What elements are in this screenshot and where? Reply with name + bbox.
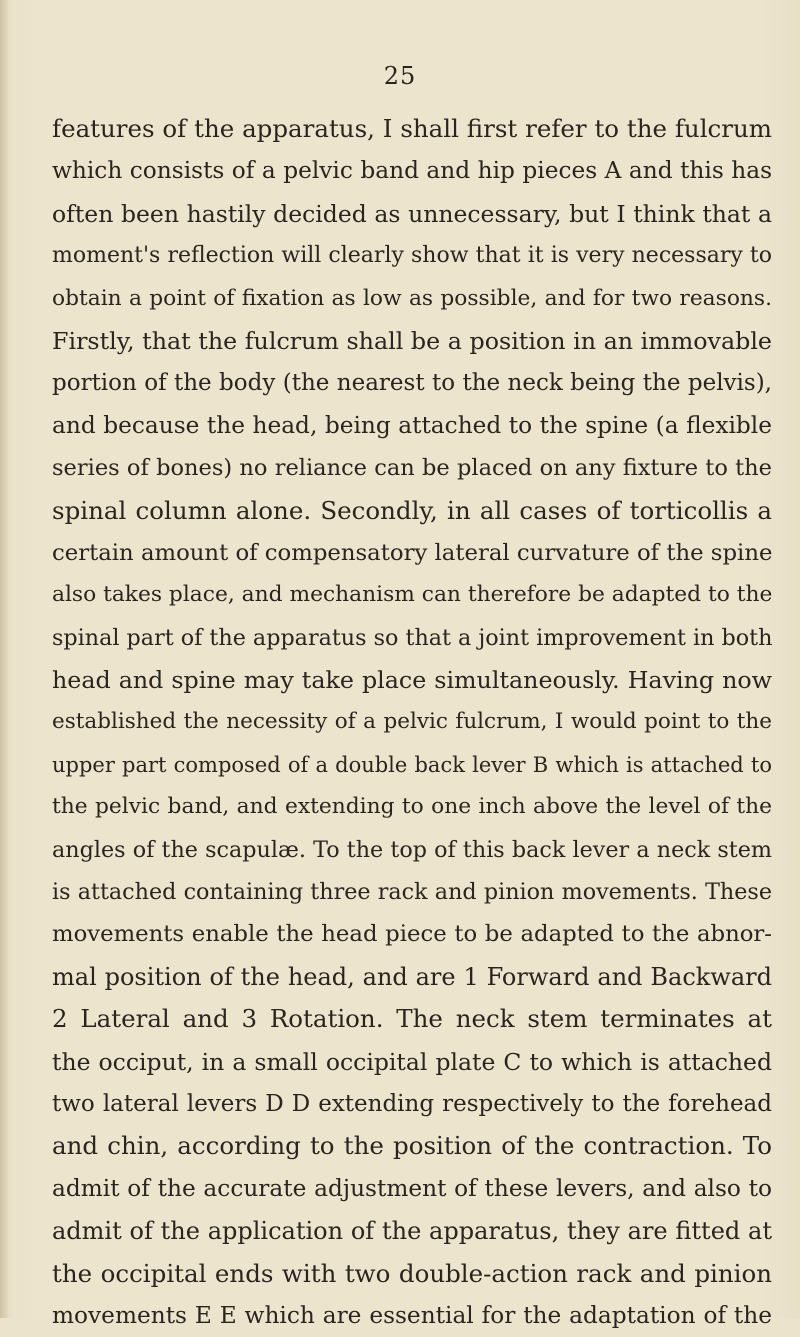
- text-line: spinal column alone. Secondly, in all cases of torticollis a: [52, 495, 772, 525]
- text-line: upper part composed of a double back lever B which is attached to: [52, 752, 772, 777]
- text-line: movements enable the head piece to be adapted to the abnor-: [52, 921, 772, 948]
- text-line: admit of the accurate adjustment of these levers, and also to: [52, 1174, 772, 1202]
- text-line: head and spine may take place simultaneously. Having now: [52, 666, 772, 695]
- text-line: is attached containing three rack and pinion movements. These: [52, 879, 772, 906]
- text-line: admit of the application of the apparatus, they are fitted at: [52, 1217, 772, 1246]
- text-line: also takes place, and mechanism can therefore be adapted to the: [52, 582, 773, 608]
- binding-edge: [0, 0, 8, 1318]
- text-line: the occipital ends with two double-action rack and pinion: [52, 1258, 772, 1288]
- text-line: and chin, according to the position of the contraction. To: [52, 1131, 772, 1161]
- text-line: certain amount of compensatory lateral curvature of the spine: [52, 539, 773, 566]
- text-line: portion of the body (the nearest to the neck being the pelvis),: [52, 370, 772, 397]
- text-line: Firstly, that the fulcrum shall be a position in an immovable: [52, 326, 772, 355]
- text-line: features of the apparatus, I shall first refer to the fulcrum: [52, 114, 772, 143]
- text-line: the pelvic band, and extending to one inch above the level of the: [52, 794, 772, 820]
- text-line: 2 Lateral and 3 Rotation. The neck stem terminates at: [52, 1004, 772, 1034]
- text-line: mal position of the head, and are 1 Forward and Backward: [52, 962, 772, 991]
- text-line: obtain a point of fixation as low as possible, and for two reasons.: [52, 285, 772, 311]
- text-line: movements E E which are essential for the adaptation of the: [52, 1301, 772, 1329]
- text-line: which consists of a pelvic band and hip pieces A and this has: [52, 157, 772, 185]
- text-line: two lateral levers D D extending respectively to the forehead: [52, 1090, 772, 1117]
- text-line: series of bones) no reliance can be placed on any fixture to the: [52, 455, 772, 482]
- text-line: often been hastily decided as unnecessary, but I think that a: [52, 199, 772, 228]
- text-line: moment's reflection will clearly show that it is very necessary to: [52, 243, 772, 269]
- text-line: spinal part of the apparatus so that a joint improvement in both: [52, 624, 773, 651]
- text-line: the occiput, in a small occipital plate C to which is attached: [52, 1047, 772, 1076]
- body-text: [52, 108, 772, 1337]
- page-number: 25: [383, 62, 417, 90]
- text-line: and because the head, being attached to the spine (a flexible: [52, 411, 772, 439]
- text-line: angles of the scapulæ. To the top of this back lever a neck stem: [52, 836, 772, 863]
- text-line: established the necessity of a pelvic fulcrum, I would point to the: [52, 709, 772, 735]
